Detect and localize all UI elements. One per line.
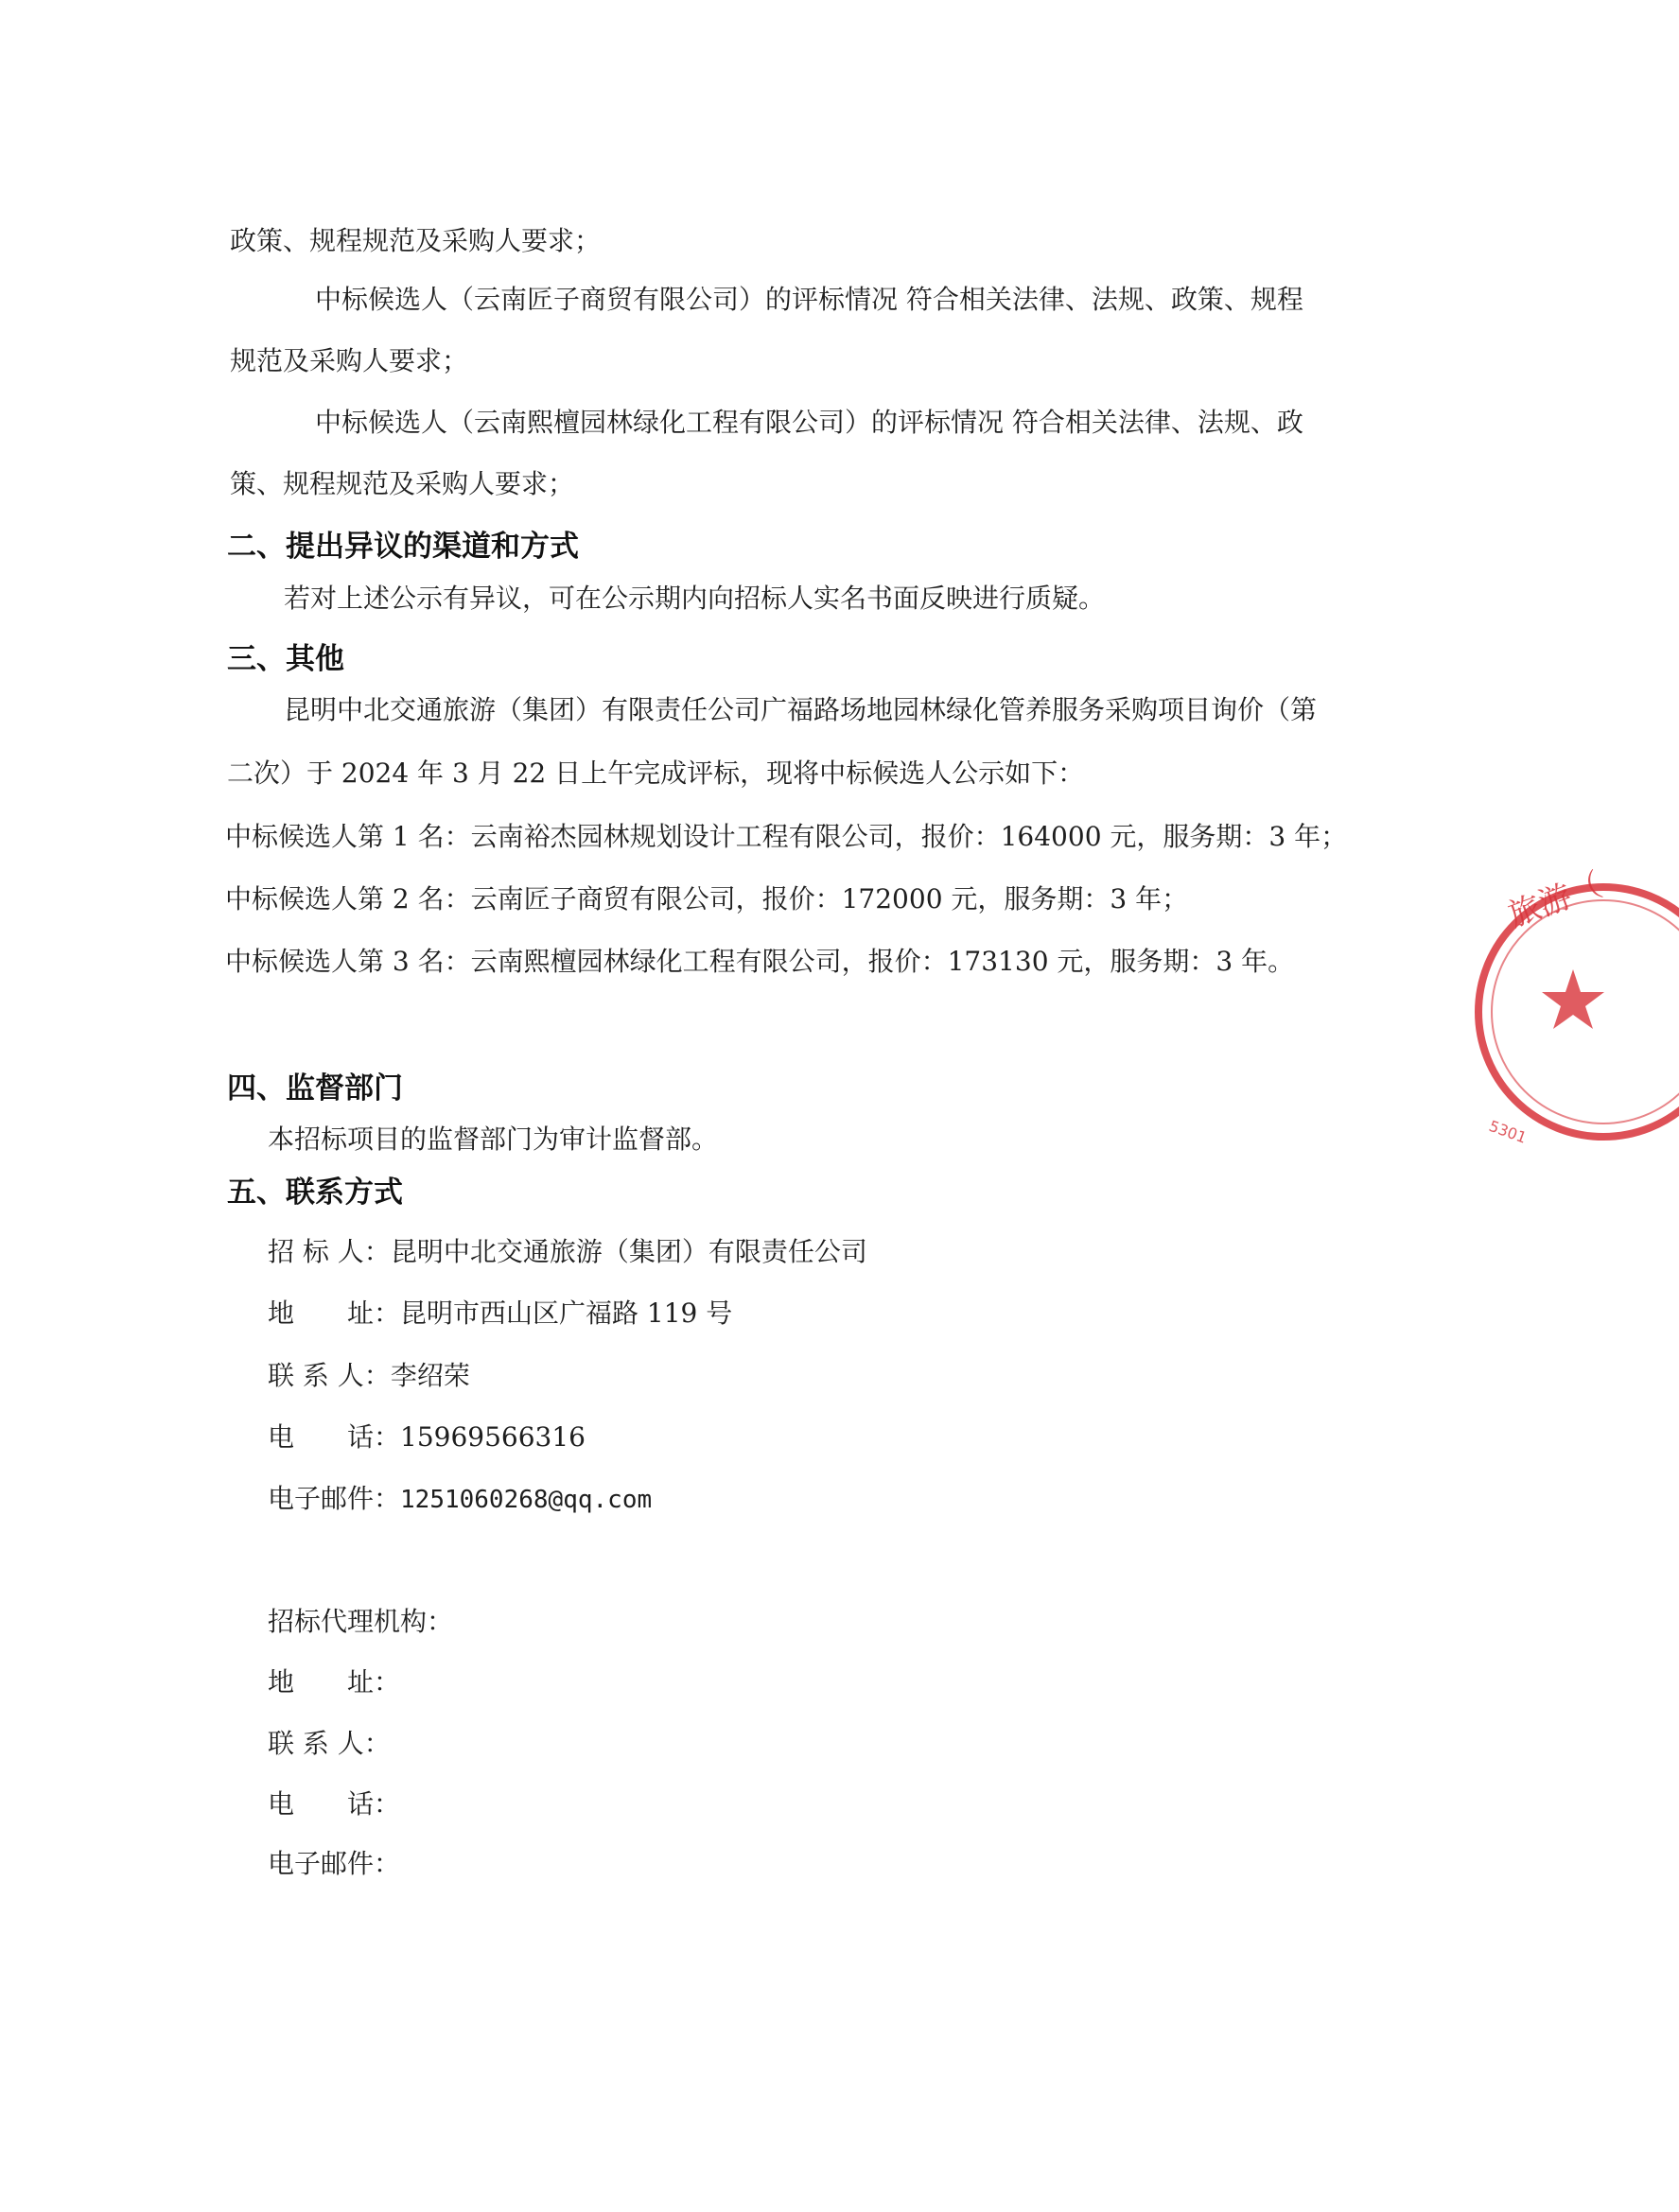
section5-heading: 五、联系方式 bbox=[227, 1176, 403, 1210]
evaluation-line-5: 策、规程规范及采购人要求； bbox=[230, 468, 575, 499]
email-label: 电子邮件： bbox=[268, 1483, 401, 1514]
tenderer-label: 招 标 人： bbox=[268, 1236, 391, 1267]
agency-address-label: 地 址： bbox=[268, 1666, 401, 1698]
agency-phone-label: 电 话： bbox=[268, 1788, 401, 1820]
section3-paragraph-line-2: 二次）于 2024 年 3 月 22 日上午完成评标，现将中标候选人公示如下： bbox=[227, 758, 1085, 789]
official-seal-stamp bbox=[1461, 851, 1679, 1173]
candidate-2: 中标候选人第 2 名：云南匠子商贸有限公司，报价：172000 元，服务期：3 年； bbox=[225, 883, 1189, 914]
address-label: 地 址： bbox=[268, 1298, 401, 1329]
seal-text: 旅游（ bbox=[1503, 865, 1607, 935]
agency-title: 招标代理机构： bbox=[268, 1606, 454, 1637]
phone-row bbox=[268, 1420, 586, 1454]
contact-label: 联 系 人： bbox=[268, 1360, 391, 1391]
contact-row bbox=[268, 1359, 470, 1393]
evaluation-line-4: 中标候选人（云南熙檀园林绿化工程有限公司）的评标情况 符合相关法律、法规、政 bbox=[315, 407, 1303, 438]
section2-heading: 二、提出异议的渠道和方式 bbox=[227, 530, 579, 564]
seal-star-icon bbox=[1542, 969, 1604, 1029]
phone-value: 15969566316 bbox=[400, 1421, 586, 1453]
evaluation-line-1: 政策、规程规范及采购人要求； bbox=[230, 225, 602, 256]
agency-contact-label: 联 系 人： bbox=[268, 1728, 391, 1759]
section4-text: 本招标项目的监督部门为审计监督部。 bbox=[268, 1123, 719, 1155]
address-row bbox=[268, 1297, 732, 1331]
section3-heading: 三、其他 bbox=[227, 642, 344, 676]
seal-code: 5301 bbox=[1486, 1116, 1530, 1147]
section3-paragraph-line-1: 昆明中北交通旅游（集团）有限责任公司广福路场地园林绿化管养服务采购项目询价（第 bbox=[284, 694, 1318, 725]
phone-label: 电 话： bbox=[268, 1421, 401, 1453]
address-value: 昆明市西山区广福路 119 号 bbox=[400, 1298, 733, 1329]
evaluation-line-2: 中标候选人（云南匠子商贸有限公司）的评标情况 符合相关法律、法规、政策、规程 bbox=[315, 284, 1303, 315]
candidate-3: 中标候选人第 3 名：云南熙檀园林绿化工程有限公司，报价：173130 元，服务期：3 年。 bbox=[225, 946, 1295, 977]
tenderer-row bbox=[268, 1235, 867, 1269]
email-value: 1251060268@qq.com bbox=[400, 1486, 653, 1514]
section2-text: 若对上述公示有异议，可在公示期内向招标人实名书面反映进行质疑。 bbox=[284, 583, 1106, 614]
contact-value: 李绍荣 bbox=[390, 1360, 470, 1391]
tenderer-value: 昆明中北交通旅游（集团）有限责任公司 bbox=[390, 1236, 867, 1267]
evaluation-line-3: 规范及采购人要求； bbox=[230, 345, 469, 376]
agency-email-label: 电子邮件： bbox=[268, 1848, 401, 1879]
candidate-1: 中标候选人第 1 名：云南裕杰园林规划设计工程有限公司，报价：164000 元，服务期：3 年； bbox=[225, 821, 1348, 852]
section4-heading: 四、监督部门 bbox=[227, 1071, 403, 1106]
email-row bbox=[268, 1482, 652, 1517]
